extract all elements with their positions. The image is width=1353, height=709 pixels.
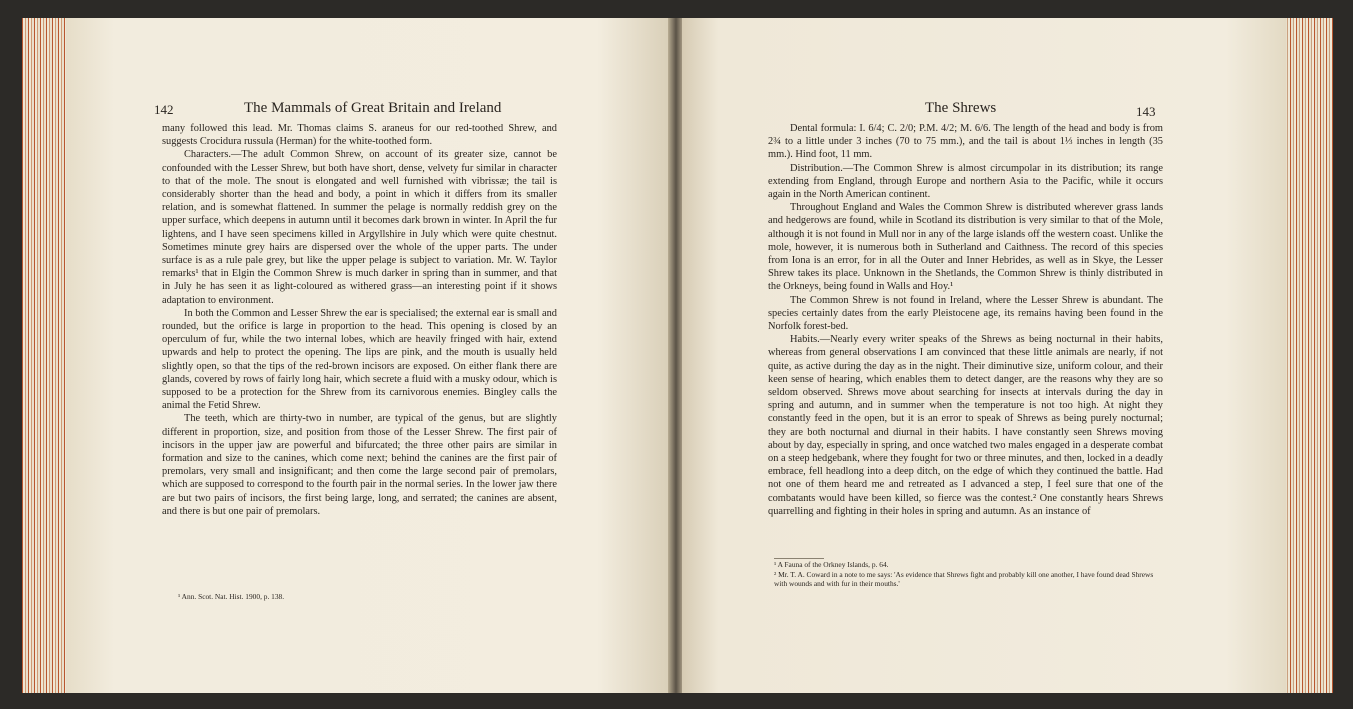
paragraph: In both the Common and Lesser Shrew the ear is specialised; the external ear is small and rounded, but the orifice is large in proportion to the head. This opening is closed by an operculum of fur, while the two internal lobes, which are heavily fringed with hair, extend upwards and help to protect the opening. The lips are pink, and the mouth is usually held slightly open, so that the tips of the red-brown incisors are exposed. On either flank there are glands, covered by rows of fairly long hair, which secrete a fluid with a musky odour, which is supposed to be a protection for the Shrew from its carnivorous enemies. Bingley calls the animal the Fetid Shrew.	[162, 307, 557, 412]
paragraph: Throughout England and Wales the Common Shrew is distributed wherever grass lands and hedgerows are found, while in Scotland its distribution is very similar to that of the Mole, although it is not found in Mull nor in any of the large islands off the western coast. Unlike the mole, however, it is numerous both in Sutherland and Caithness. The record of this species from Iona is an error, for in all the Outer and Inner Hebrides, as well as in Skye, the Lesser Shrew takes its place. Unknown in the Shetlands, the Common Shrew is thinly distributed in the Orkneys, being found in Walls and Hoy.¹	[768, 202, 1163, 293]
book-page-edges-left	[22, 18, 68, 693]
left-page	[66, 18, 670, 693]
body-text	[768, 122, 1163, 518]
footnotes	[178, 592, 558, 602]
paragraph: The Common Shrew is not found in Ireland, where the Lesser Shrew is abundant. The species certainly dates from the early Pleistocene age, its remains having been found in the Norfolk forest-bed.	[768, 294, 1163, 333]
right-page	[682, 18, 1286, 693]
page-number: 143	[1136, 104, 1156, 119]
footnote: ² Mr. T. A. Coward in a note to me says: 'As evidence that Shrews fight and probably kill one another, I have found dead Shrews with wounds and with fur in their mouths.'	[774, 570, 1154, 588]
footnote: ¹ Ann. Scot. Nat. Hist. 1900, p. 138.	[178, 592, 285, 601]
running-head: The Shrews	[925, 100, 997, 116]
paragraph: The teeth, which are thirty-two in number, are typical of the genus, but are slightly different in proportion, size, and position from those of the Lesser Shrew. The first pair of incisors in the upper jaw are powerful and bifurcated; the three other pairs are similar in formation and size to the canines, which come next; behind the canines are the first pair of premolars, very small and insignificant; and then come the large second pair of premolars, which are supposed to correspond to the fourth pair in the normal series. In the lower jaw there are but two pairs of incisors, the first being large, long, and serrated; the canines are absent, and there is but one pair of premolars.	[162, 413, 557, 517]
body-text	[162, 122, 557, 518]
page-number: 142	[154, 102, 174, 117]
paragraph: Distribution.—The Common Shrew is almost circumpolar in its distribution; its range extending from England, through Europe and northern Asia to the Pacific, while it occurs again in the North American continent.	[768, 162, 1163, 201]
paragraph: Habits.—Nearly every writer speaks of the Shrews as being nocturnal in their habits, whereas from general observations I am convinced that these little animals are nearly, if not quite, as active during the day as in the night. Their diminutive size, uniform colour, and their keen sense of hearing, which enables them to detect danger, are the reasons why they are so seldom observed. Shrews move about searching for insects at intervals during the day in spring and autumn, and in summer when the temperature is not too high. At night they constantly feed in the open, but it is an error to speak of Shrews as being purely nocturnal; they are both nocturnal and diurnal in their habits. I have constantly seen Shrews moving about by day, especially in spring, and once watched two males engaged in a desperate combat on a steep hedgebank, where they fought for two or three minutes, and then, locked in a deadly embrace, fell headlong into a deep ditch, on the edge of which they continued the battle. Had not one of them heard me and retreated as I advanced a step, I feel sure that one of the combatants would have been killed, so fierce was the contest.² One constantly hears Shrews quarrelling and fighting in their holes in spring and autumn. As an instance of	[768, 334, 1163, 517]
footnotes	[774, 560, 1164, 589]
running-head: The Mammals of Great Britain and Ireland	[244, 100, 502, 116]
paragraph: many followed this lead. Mr. Thomas claims S. araneus for our red-toothed Shrew, and suggests Crocidura russula (Herman) for the white-toothed form.	[162, 123, 557, 148]
footnote: ¹ A Fauna of the Orkney Islands, p. 64.	[774, 560, 889, 569]
paragraph: Characters.—The adult Common Shrew, on account of its greater size, cannot be confounded with the Lesser Shrew, but both have short, dense, velvety fur similar in character to that of the mole. The snout is elongated and well furnished with vibrissæ; the tail is considerably shorter than the head and body, a point in which it differs from its smaller relation, and is somewhat flattened. In summer the pelage is normally reddish grey on the upper surface, which deepens in autumn until it becomes dark brown in winter. In April the fur lightens, and I have seen specimens killed in Argyllshire in July which were quite chestnut. Sometimes minute grey hairs are dispersed over the whole of the upper parts. The under surface is as a rule pale grey, but like the upper pelage is subject to variation. Mr. W. Taylor remarks¹ that in Elgin the Common Shrew is much darker in spring than in summer, and that in July he has seen it as light-coloured as withered grass—an interesting point if it shows adaptation to environment.	[162, 149, 557, 306]
paragraph: Dental formula: I. 6/4; C. 2/0; P.M. 4/2; M. 6/6. The length of the head and body is from 2¾ to a little under 3 inches (70 to 75 mm.), and the tail is about 1⅓ inches in length (35 mm.). Hind foot, 11 mm.	[768, 123, 1163, 161]
footnote-rule	[774, 558, 824, 559]
book-page-edges-right	[1285, 18, 1333, 693]
